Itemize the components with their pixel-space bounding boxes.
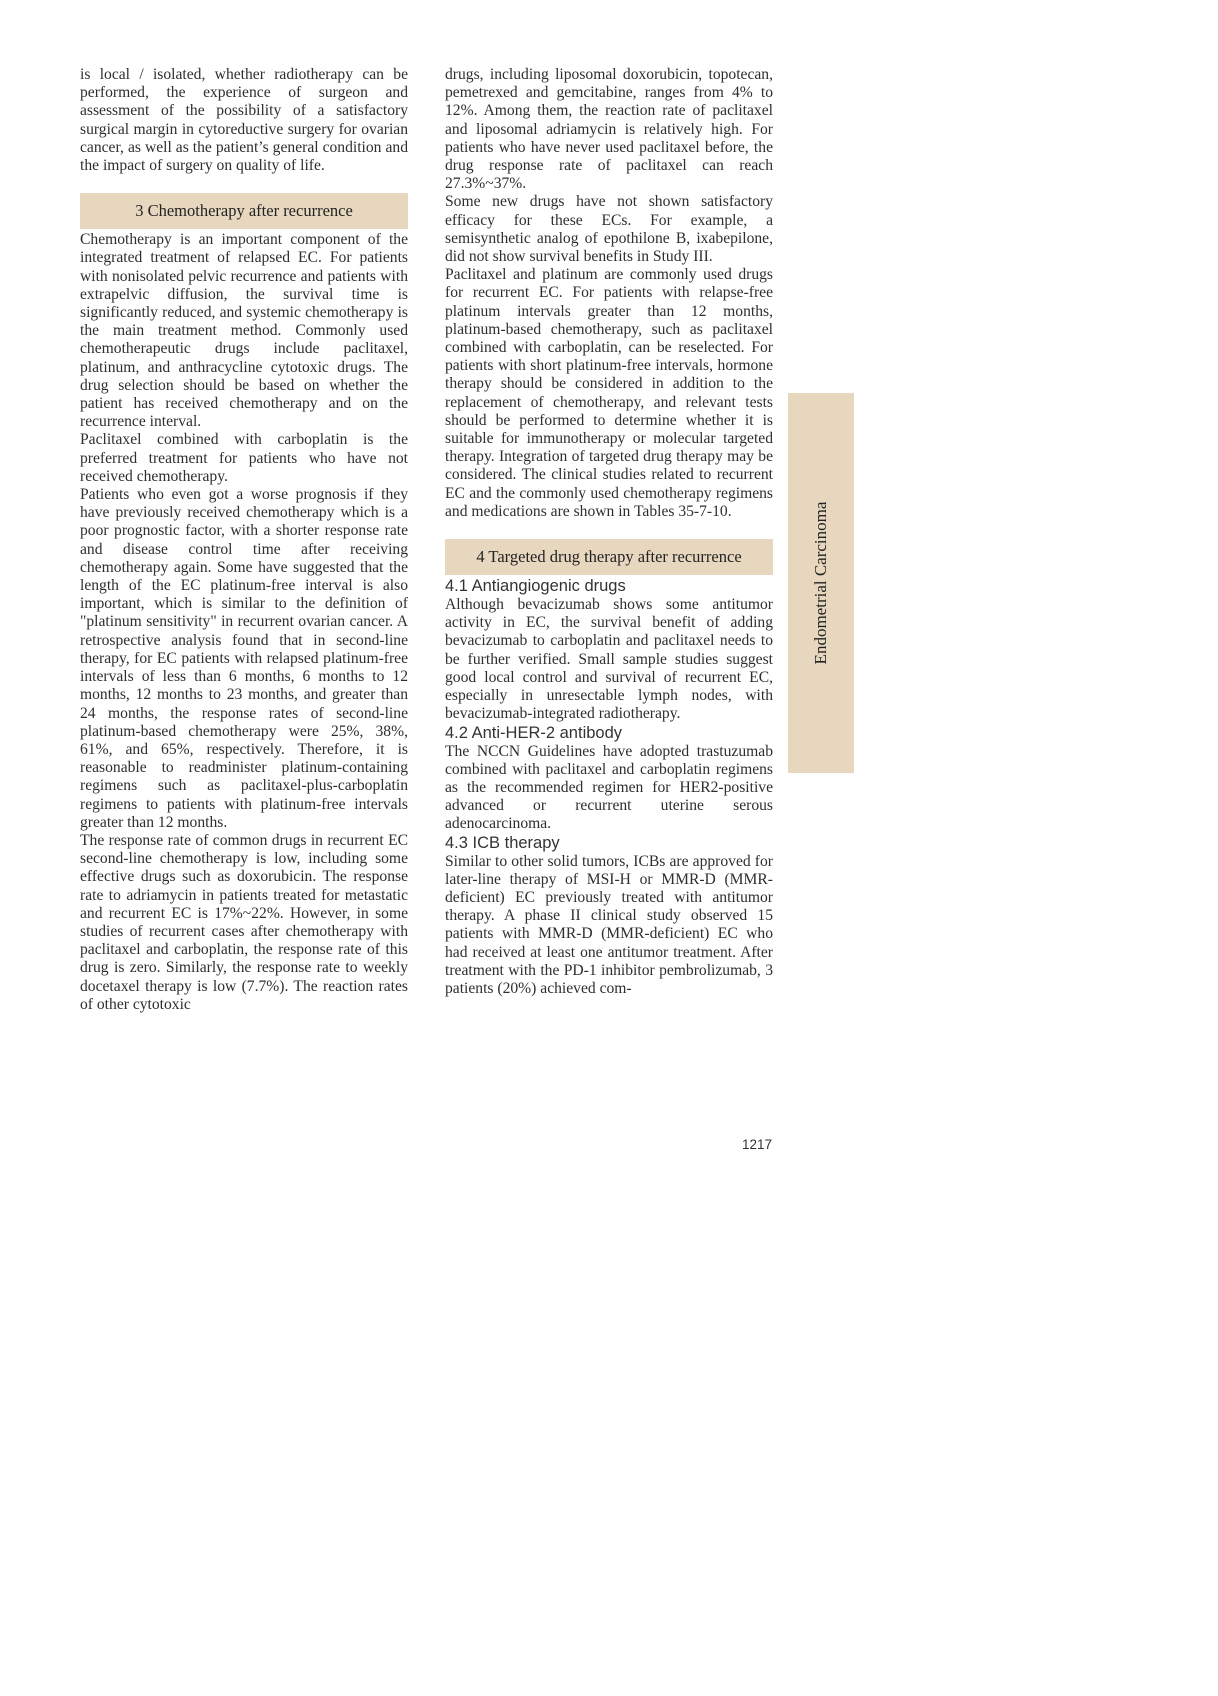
subsection-4-3-text: Similar to other solid tumors, ICBs are approved for later-line therapy of MSI-H or MMR-D (MMR-deficient) EC previously treated with antitumor therapy. A phase II clinical study observed 15 patients with MMR-D (MMR-deficient) EC who had received at least one antitumor treatment. After treatment with the PD-1 inhibitor pembrolizumab, 3 patients (20%) achieved com- <box>445 852 773 997</box>
subsection-4-1-heading: 4.1 Antiangiogenic drugs <box>445 577 626 596</box>
section-3-paragraph-2: Paclitaxel combined with carboplatin is the preferred treatment for patients who have not received chemotherapy. <box>80 431 408 485</box>
section-3-heading: 3 Chemotherapy after recurrence <box>80 193 408 229</box>
page-number: 1217 <box>742 1137 773 1152</box>
section-3-paragraph-4: The response rate of common drugs in recurrent EC second-line chemotherapy is low, including some effective drugs such as doxorubicin. The response rate to adriamycin in patients treated for metastatic and recurrent EC is 17%~22%. However, in some studies of recurrent cases after chemotherapy with paclitaxel and carboplatin, the response rate of this drug is zero. Similarly, the response rate to weekly docetaxel therapy is low (7.7%). The reaction rates of other cytotoxic <box>80 831 408 1013</box>
chapter-side-tab <box>788 393 854 773</box>
intro-paragraph: is local / isolated, whether radiotherapy can be performed, the experience of surgeon and assessment of the possibility of a satisfactory surgical margin in cytoreductive surgery for ovarian cancer, as well as the patient’s general condition and the impact of surgery on quality of life. <box>80 66 408 175</box>
subsection-4-2-text: The NCCN Guidelines have adopted trastuzumab combined with paclitaxel and carboplatin regimens as the recommended regimen for HER2-positive advanced or recurrent uterine serous adenocarcinoma. <box>445 742 773 833</box>
subsection-4-3-heading: 4.3 ICB therapy <box>445 833 560 852</box>
right-paragraph-2: Some new drugs have not shown satisfactory efficacy for these ECs. For example, a semisynthetic analog of epothilone B, ixabepilone, did not show survival benefits in Study III. <box>445 193 773 266</box>
chapter-side-tab-label: Endometrial Carcinoma <box>811 501 830 665</box>
section-4-heading: 4 Targeted drug therapy after recurrence <box>445 539 773 575</box>
right-column <box>445 66 773 998</box>
subsection-4-1-text: Although bevacizumab shows some antitumor activity in EC, the survival benefit of adding bevacizumab to carboplatin and paclitaxel needs to be further verified. Small sample studies suggest good local control and survival of recurrent EC, especially in unresectable lymph nodes, with bevacizumab-integrated radiotherapy. <box>445 596 773 723</box>
right-paragraph-3: Paclitaxel and platinum are commonly used drugs for recurrent EC. For patients with relapse-free platinum intervals greater than 12 months, platinum-based chemotherapy, such as paclitaxel combined with carboplatin, can be reselected. For patients with short platinum-free intervals, hormone therapy should be considered in addition to the replacement of chemotherapy, and relevant tests should be performed to determine whether it is suitable for immunotherapy or molecular targeted therapy. Integration of targeted drug therapy may be considered. The clinical studies related to recurrent EC and the commonly used chemotherapy regimens and medications are shown in Tables 35-7-10. <box>445 266 773 520</box>
section-3-paragraph-3: Patients who even got a worse prognosis if they have previously received chemotherapy which is a poor prognostic factor, with a shorter response rate and disease control time after receiving chemotherapy again. Some have suggested that the length of the EC platinum-free interval is also important, which is similar to the definition of "platinum sensitivity" in recurrent ovarian cancer. A retrospective analysis found that in second-line therapy, for EC patients with relapsed platinum-free intervals of less than 6 months, 6 months to 12 months, 12 months to 23 months, and greater than 24 months, the response rates of second-line platinum-based chemotherapy were 25%, 38%, 61%, and 65%, respectively. Therefore, it is reasonable to readminister platinum-containing regimens such as paclitaxel-plus-carboplatin regimens to patients with platinum-free intervals greater than 12 months. <box>80 486 408 831</box>
subsection-4-2-heading: 4.2 Anti-HER-2 antibody <box>445 723 623 742</box>
right-paragraph-1: drugs, including liposomal doxorubicin, topotecan, pemetrexed and gemcitabine, ranges from 4% to 12%. Among them, the reaction rate of paclitaxel and liposomal adriamycin is relatively high. For patients who have never used paclitaxel before, the drug response rate of paclitaxel can reach 27.3%~37%. <box>445 66 773 193</box>
left-column <box>80 66 408 1014</box>
section-3-paragraph-1: Chemotherapy is an important component of the integrated treatment of relapsed EC. For patients with nonisolated pelvic recurrence and patients with extrapelvic diffusion, the survival time is significantly reduced, and systemic chemotherapy is the main treatment method. Commonly used chemotherapeutic drugs include paclitaxel, platinum, and anthracycline cytotoxic drugs. The drug selection should be based on whether the patient has received chemotherapy and on the recurrence interval. <box>80 231 408 431</box>
